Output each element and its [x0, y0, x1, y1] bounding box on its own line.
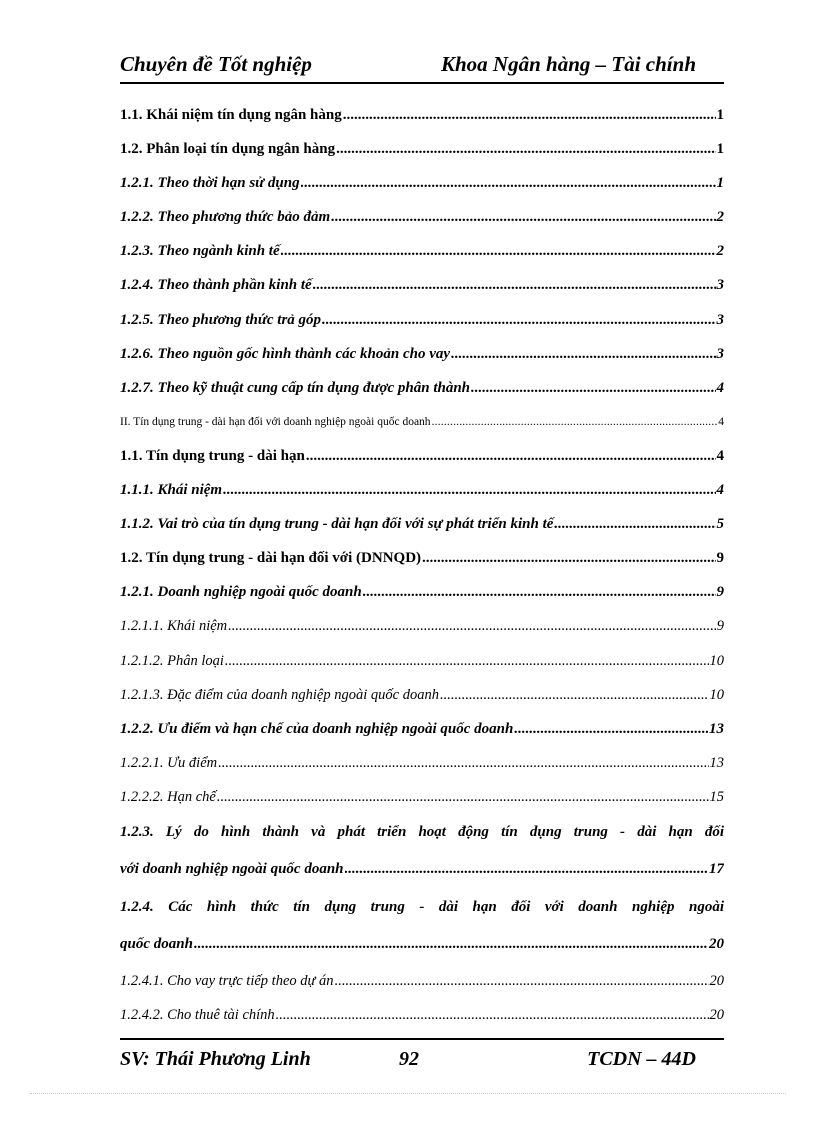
footer-class-code: TCDN – 44D [587, 1048, 696, 1070]
toc-entry[interactable] [120, 268, 724, 302]
toc-dot-leader [514, 712, 708, 746]
toc-entry-title: 1.2.1.3. Đặc điểm của doanh nghiệp ngoài quốc doanh [120, 686, 439, 703]
toc-dot-leader [276, 998, 709, 1032]
toc-entry-page: 1 [716, 107, 724, 123]
toc-entry-page: 10 [709, 686, 724, 703]
toc-entry-title: 1.1.2. Vai trò của tín dụng trung - dài hạn đối với sự phát triển kinh tế [120, 516, 554, 533]
toc-entry-page: 9 [716, 550, 724, 567]
toc-entry[interactable] [120, 473, 724, 507]
toc-entry-page: 10 [709, 652, 724, 669]
toc-dot-leader [422, 541, 715, 575]
toc-dot-leader [345, 851, 708, 888]
toc-entry[interactable] [120, 132, 724, 166]
toc-entry-title: 1.2. Tín dụng trung - dài hạn đối với (DNNQD) [120, 550, 422, 567]
toc-entry-title: 1.2. Phân loại tín dụng ngân hàng [120, 141, 336, 158]
toc-entry[interactable] [120, 746, 724, 780]
toc-entry-page: 13 [709, 754, 724, 771]
toc-entry[interactable] [120, 337, 724, 371]
toc-entry[interactable] [120, 405, 724, 439]
toc-entry-page: 1 [716, 141, 724, 158]
page-header [120, 48, 724, 84]
footer-page-number: 92 [399, 1048, 419, 1070]
toc-dot-leader [335, 964, 709, 998]
toc-entry-title: 1.2.2. Theo phương thức bảo đảm [120, 209, 331, 226]
toc-entry[interactable] [120, 439, 724, 473]
toc-entry-title: quốc doanh [120, 936, 193, 953]
toc-entry-page: 4 [716, 447, 724, 464]
toc-entry-page: 2 [716, 209, 724, 226]
toc-entry-title: 1.2.1. Doanh nghiệp ngoài quốc doanh [120, 584, 362, 601]
toc-entry-title: 1.2.1.2. Phân loại [120, 652, 224, 669]
toc-entry[interactable] [120, 644, 724, 678]
toc-entry-page: 9 [716, 584, 724, 601]
toc-entry-title: 1.2.6. Theo nguồn gốc hình thành các khoản cho vay [120, 345, 451, 362]
toc-entry-title: 1.2.2.1. Ưu điểm [120, 754, 218, 771]
toc-entry-first-line[interactable]: 1.2.4. Các hình thức tín dụng trung - dài hạn đối với doanh nghiệp ngoài [120, 898, 724, 915]
toc-entry-first-line[interactable]: 1.2.3. Lý do hình thành và phát triển hoạt động tín dụng trung - dài hạn đối [120, 823, 724, 840]
toc-dot-leader [228, 609, 716, 643]
toc-entry[interactable] [120, 678, 724, 712]
toc-entry-title: 1.1. Khái niệm tín dụng ngân hàng [120, 107, 342, 123]
toc-entry-title: 1.2.4.1. Cho vay trực tiếp theo dự án [120, 972, 334, 989]
toc-entry-page: 3 [716, 311, 724, 328]
toc-dot-leader [322, 303, 715, 337]
toc-entry-page: 20 [709, 972, 724, 989]
toc-entry[interactable] [120, 303, 724, 337]
toc-entry-page: 5 [716, 516, 724, 533]
toc-entry[interactable] [120, 200, 724, 234]
toc-entry-title: 1.2.1.1. Khái niệm [120, 618, 228, 635]
toc-entry-page: 3 [716, 345, 724, 362]
toc-entry-page: 2 [716, 243, 724, 260]
page-footer [120, 1038, 724, 1076]
page-bottom-divider [30, 1093, 786, 1094]
toc-dot-leader [440, 678, 709, 712]
toc-entry-title: 1.2.3. Theo ngành kinh tế [120, 243, 280, 260]
toc-entry-title: 1.2.4.2. Cho thuê tài chính [120, 1006, 275, 1023]
toc-dot-leader [225, 644, 709, 678]
toc-entry[interactable] [120, 98, 724, 132]
toc-entry-page: 20 [709, 936, 724, 953]
toc-entry-title: với doanh nghiệp ngoài quốc doanh [120, 861, 344, 878]
toc-entry[interactable] [120, 926, 724, 963]
toc-entry[interactable] [120, 507, 724, 541]
toc-dot-leader [343, 98, 716, 132]
toc-entry-page: 13 [709, 720, 724, 737]
toc-entry-page: 1 [716, 175, 724, 192]
header-title: Chuyên đề Tốt nghiệp [120, 52, 312, 76]
toc-entry[interactable] [120, 234, 724, 268]
toc-entry[interactable] [120, 575, 724, 609]
toc-entry-page: 4 [716, 482, 724, 499]
toc-entry[interactable] [120, 371, 724, 405]
toc-entry-page: 4 [716, 379, 724, 396]
toc-entry[interactable] [120, 851, 724, 888]
toc-dot-leader [217, 780, 709, 814]
toc-entry-title: 1.2.4. Theo thành phần kinh tế [120, 277, 312, 294]
toc-entry-title: 1.2.1. Theo thời hạn sử dụng [120, 175, 300, 192]
toc-entry-page: 3 [716, 277, 724, 294]
toc-entry-page: 17 [709, 861, 724, 878]
footer-student-name: SV: Thái Phương Linh [120, 1048, 311, 1070]
toc-entry-page: 15 [709, 788, 724, 805]
toc-dot-leader [313, 268, 716, 302]
toc-entry[interactable] [120, 712, 724, 746]
toc-dot-leader [471, 371, 715, 405]
toc-dot-leader [554, 507, 715, 541]
toc-entry[interactable] [120, 780, 724, 814]
toc-entry-title: 1.2.5. Theo phương thức trả góp [120, 311, 322, 328]
toc-entry-title: 1.1.1. Khái niệm [120, 482, 223, 499]
toc-dot-leader [451, 337, 715, 371]
toc-entry[interactable] [120, 541, 724, 575]
toc-entry[interactable] [120, 166, 724, 200]
toc-dot-leader [336, 132, 715, 166]
toc-entry-title: 1.2.2.2. Hạn chế [120, 788, 216, 805]
toc-dot-leader [281, 234, 716, 268]
toc-entry-page: 4 [718, 415, 724, 428]
toc-dot-leader [363, 575, 716, 609]
toc-dot-leader [218, 746, 708, 780]
header-department: Khoa Ngân hàng – Tài chính [441, 52, 696, 76]
toc-entry-page: 20 [709, 1006, 724, 1023]
toc-entry[interactable] [120, 609, 724, 643]
table-of-contents [120, 98, 724, 1032]
toc-entry-page: 9 [716, 618, 724, 635]
toc-entry-title: 1.2.7. Theo kỹ thuật cung cấp tín dụng được phân thành [120, 379, 471, 396]
toc-entry-title: 1.1. Tín dụng trung - dài hạn [120, 447, 305, 464]
toc-entry-title: II. Tín dụng trung - dài hạn đối với doanh nghiệp ngoài quốc doanh [120, 415, 431, 428]
toc-dot-leader [331, 200, 715, 234]
toc-dot-leader [194, 926, 708, 963]
toc-entry[interactable] [120, 998, 724, 1032]
toc-dot-leader [306, 439, 716, 473]
toc-dot-leader [432, 405, 718, 439]
toc-dot-leader [301, 166, 716, 200]
toc-entry-title: 1.2.2. Ưu điểm và hạn chế của doanh nghiệp ngoài quốc doanh [120, 720, 514, 737]
toc-entry[interactable] [120, 964, 724, 998]
toc-dot-leader [223, 473, 715, 507]
